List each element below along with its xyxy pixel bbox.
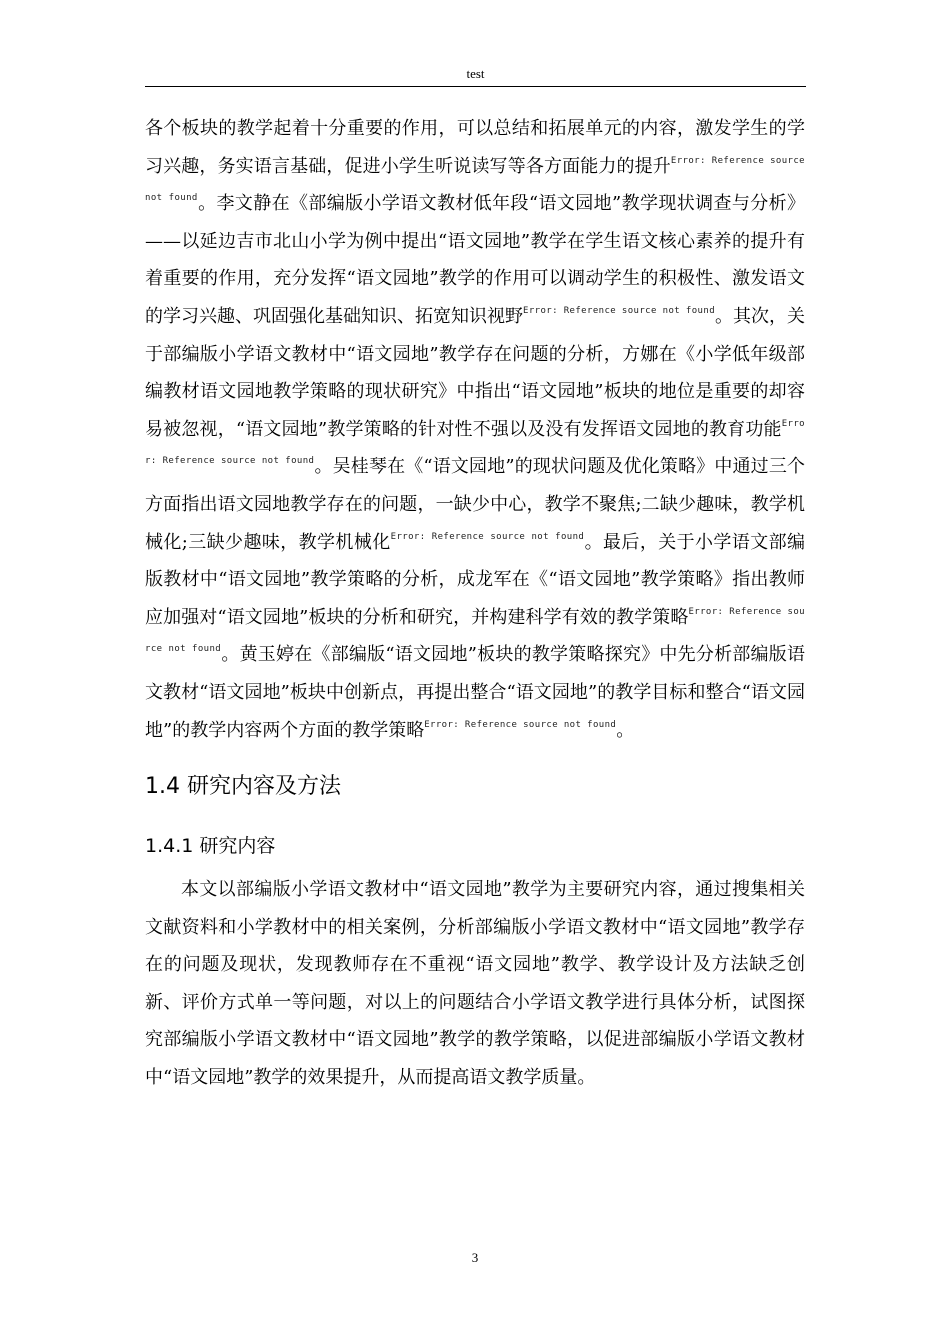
page-header: test (145, 66, 806, 87)
reference-error-marker[interactable]: Error: Reference source not found (424, 719, 617, 730)
para-text: 。最后，关于小学语文部编版教材中“语文园地”教学策略的分析，成龙军在《“语文园地”教学策略》指出教师应加强对“语文园地”板块的分析和研究，并构建科学有效的教学策略 (145, 531, 805, 628)
research-content-paragraph: 本文以部编版小学语文教材中“语文园地”教学为主要研究内容，通过搜集相关文献资料和小学教材中的相关案例，分析部编版小学语文教材中“语文园地”教学存在的问题及现状，发现教师存在不重视“语文园地”教学、教学设计及方法缺乏创新、评价方式单一等问题，对以上的问题结合小学语文教学进行具体分析，试图探究部编版小学语文教材中“语文园地”教学的教学策略，以促进部编版小学语文教材中“语文园地”教学的效果提升，从而提高语文教学质量。 (145, 879, 805, 1089)
reference-error-marker[interactable]: Error: Reference source not found (145, 155, 806, 204)
para-text: 。吴桂琴在《“语文园地”的现状问题及优化策略》中通过三个方面指出语文园地教学存在的问题，一缺少中心，教学不聚焦;二缺少趣味，教学机械化;三缺少趣味，教学机械化 (145, 456, 805, 553)
reference-error-marker[interactable]: Error: Reference source not found (523, 305, 716, 316)
para-text: 。黄玉婷在《部编版“语文园地”板块的教学策略探究》中先分析部编版语文教材“语文园地”板块中创新点，再提出整合“语文园地”的教学目标和整合“语文园地”的教学内容两个方面的教学策略 (145, 644, 806, 741)
para-text: 。其次，关于部编版小学语文教材中“语文园地”教学存在问题的分析，方娜在《小学低年级部编教材语文园地教学策略的现状研究》中指出“语文园地”板块的地位是重要的却容易被忽视，“语文园地”教学策略的针对性不强以及没有发挥语文园地的教育功能 (145, 305, 806, 440)
para-text: 各个板块的教学起着十分重要的作用，可以总结和拓展单元的内容，激发学生的学习兴趣，务实语言基础，促进小学生听说读写等各方面能力的提升 (145, 118, 805, 177)
page-number: 3 (471, 1250, 479, 1265)
para-text: 。李文静在《部编版小学语文教材低年段“语文园地”教学现状调查与分析》——以延边吉市北山小学为例中提出“语文园地”教学在学生语文核心素养的提升有着重要的作用，充分发挥“语文园地”教学的作用可以调动学生的积极性、激发语文的学习兴趣、巩固强化基础知识、拓宽知识视野 (145, 193, 805, 327)
reference-error-marker[interactable]: Error: Reference source not found (390, 531, 585, 542)
subsection-heading: 1.4.1 研究内容 (145, 835, 276, 858)
page-content (145, 110, 805, 1097)
literature-review-paragraph (145, 110, 805, 749)
reference-error-marker[interactable]: Error: Reference source not found (145, 418, 805, 467)
para-text: 。 (616, 719, 635, 741)
reference-error-marker[interactable]: Error: Reference source not found (145, 606, 806, 655)
section-heading: 1.4 研究内容及方法 (145, 774, 341, 800)
